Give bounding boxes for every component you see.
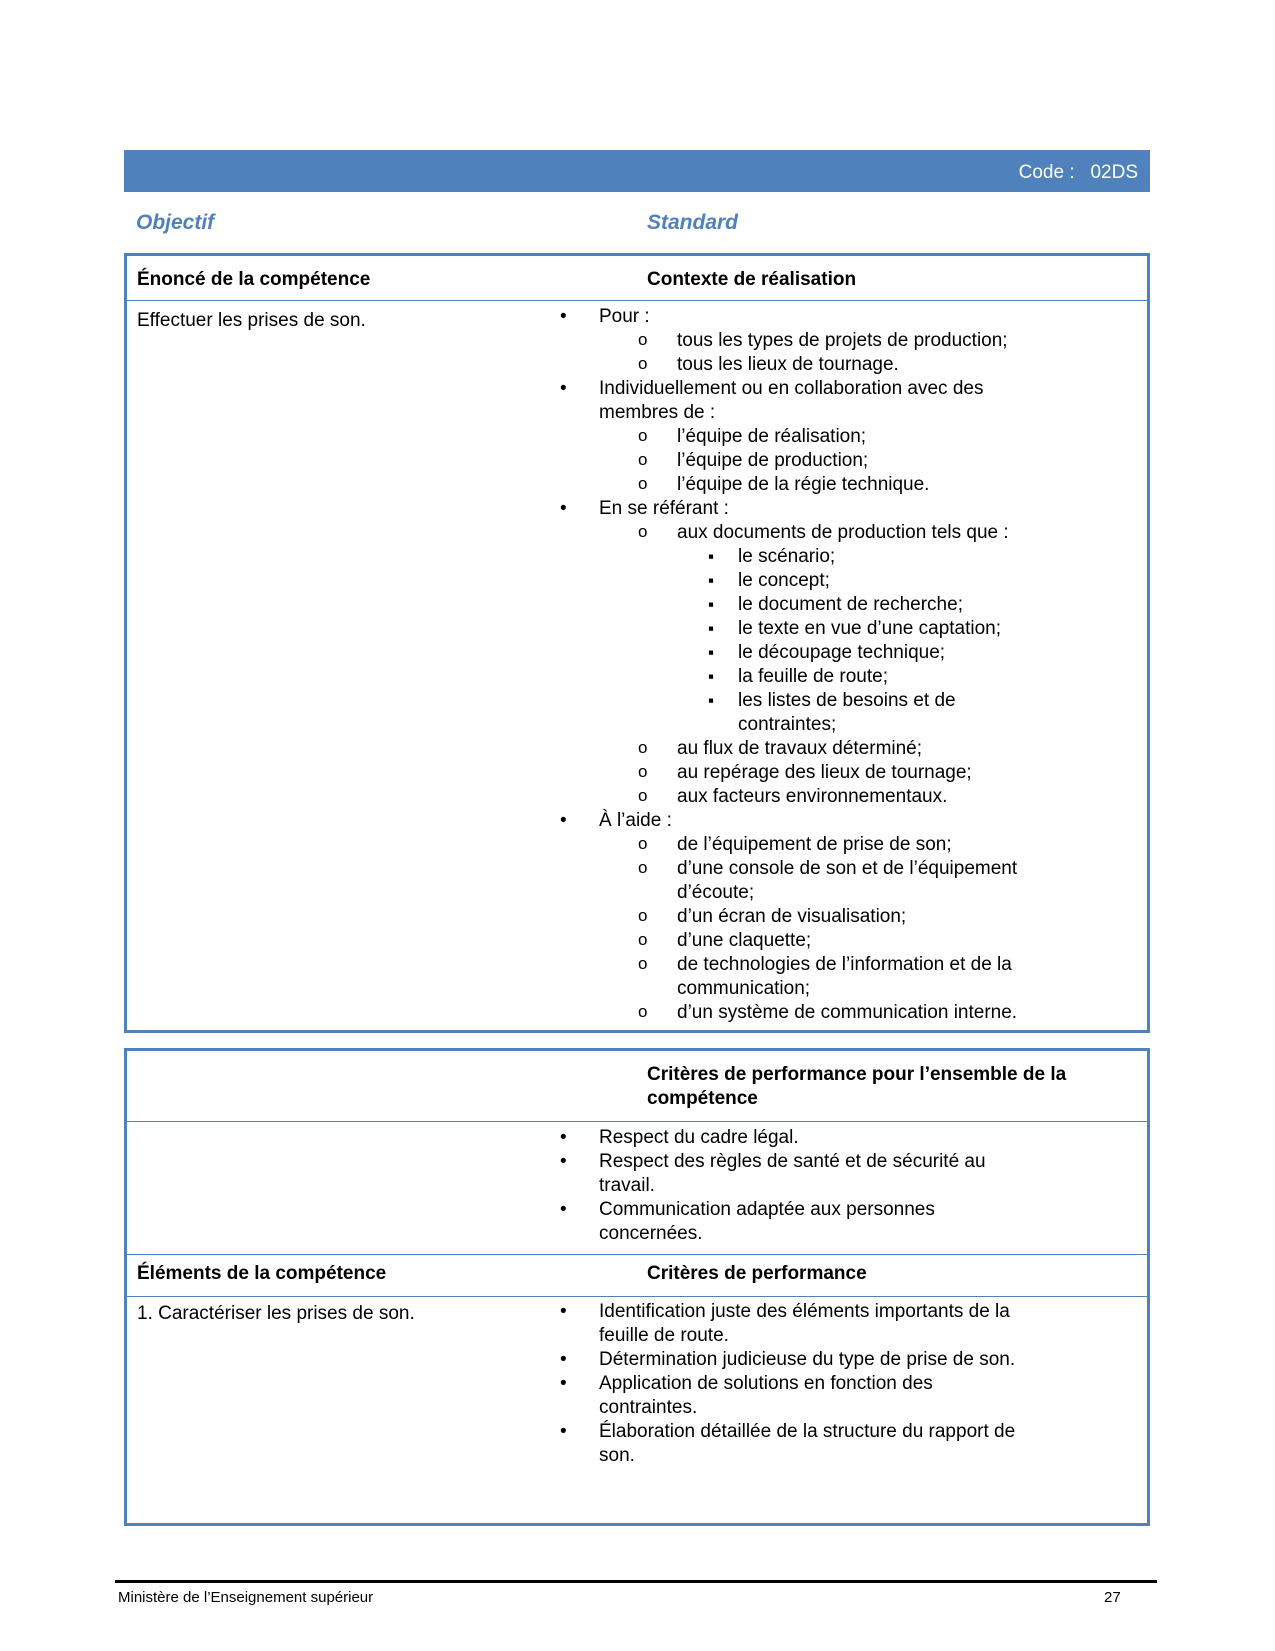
list-item: o d’un système de communication interne. [638,1001,1020,1025]
list-item: o aux facteurs environnementaux. [638,785,1020,809]
list-item: o de l’équipement de prise de son; [638,833,1020,857]
list-item: • Respect du cadre légal. [560,1126,1020,1150]
objectif-heading: Objectif [136,211,215,234]
list-item: o d’un écran de visualisation; [638,905,1020,929]
global-criteria-divider [127,1254,1147,1255]
list-item: ▪ la feuille de route; [708,665,1020,689]
header-divider [127,300,1147,301]
list-item: • Détermination judicieuse du type de prise de son. [560,1348,1020,1372]
list-item: o de technologies de l’information et de la communication; [638,953,1020,1001]
list-item: o au flux de travaux déterminé; [638,737,1020,761]
list-item: ▪ le découpage technique; [708,641,1020,665]
list-item: • Identification juste des éléments importants de la feuille de route. [560,1300,1020,1348]
list-item: ▪ les listes de besoins et de contraintes; [708,689,1020,737]
header-band [124,150,1150,192]
list-item: o au repérage des lieux de tournage; [638,761,1020,785]
list-item: o l’équipe de la régie technique. [638,473,1020,497]
standard-heading: Standard [647,211,739,234]
list-item: • Application de solutions en fonction des contraintes. [560,1372,1020,1420]
elements-header-divider [127,1296,1147,1297]
criteria-column-header: Critères de performance [647,1263,867,1284]
context-referant: • En se référant : o aux documents de production tels que : ▪ le scénario; ▪ le concept; ▪ le document de recherche; ▪ le texte en vue d’une captation; ▪ le découpage technique; ▪ la feuille de route; ▪ les listes de besoins et de contraintes; o au flux de travaux déterminé; o au repérage des lieux de tournage; o aux facteurs environnementaux. [560,497,1020,809]
context-list [560,305,1020,1025]
list-item: ▪ le concept; [708,569,1020,593]
element-1-criteria-list [560,1300,1020,1468]
footer-ministry: Ministère de l’Enseignement supérieur [118,1589,374,1606]
list-item: • Respect des règles de santé et de sécurité au travail. [560,1150,1020,1198]
competency-statement: Effectuer les prises de son. [137,310,366,331]
list-item: o l’équipe de réalisation; [638,425,1020,449]
list-item: • Communication adaptée aux personnes concernées. [560,1198,1020,1246]
competency-element-1: 1. Caractériser les prises de son. [137,1303,415,1324]
list-item: o tous les lieux de tournage. [638,353,1020,377]
context-column-header: Contexte de réalisation [647,269,857,290]
page-number: 27 [1104,1589,1121,1606]
list-item: o aux documents de production tels que : ▪ le scénario; ▪ le concept; ▪ le document de recherche; ▪ le texte en vue d’une captation; ▪ le découpage technique; ▪ la feuille de route; ▪ les listes de besoins et de contraintes; [638,521,1020,737]
context-aide: • À l’aide : o de l’équipement de prise de son; o d’une console de son et de l’équipement d’écoute; o d’un écran de visualisation; o d’une claquette; o de technologies de l’information et de la communication; o d’un système de communication interne. [560,809,1020,1025]
list-item: o tous les types de projets de production; [638,329,1020,353]
list-item: • Élaboration détaillée de la structure du rapport de son. [560,1420,1020,1468]
global-criteria-list [560,1126,1020,1246]
global-criteria-header: Critères de performance pour l’ensemble de la compétence [647,1064,1067,1109]
list-item: o d’une console de son et de l’équipement d’écoute; [638,857,1020,905]
competency-code: Code : 02DS [1018,162,1138,183]
list-item: ▪ le texte en vue d’une captation; [708,617,1020,641]
footer-divider [115,1580,1157,1583]
list-item: o d’une claquette; [638,929,1020,953]
global-header-divider [127,1121,1147,1122]
context-pour: • Pour : o tous les types de projets de production; o tous les lieux de tournage. [560,305,1020,377]
statement-column-header: Énoncé de la compétence [137,269,371,290]
list-item: ▪ le document de recherche; [708,593,1020,617]
elements-column-header: Éléments de la compétence [137,1263,387,1284]
context-individuellement: • Individuellement ou en collaboration avec des membres de : o l’équipe de réalisation; o l’équipe de production; o l’équipe de la régie technique. [560,377,1020,497]
list-item: o l’équipe de production; [638,449,1020,473]
list-item: ▪ le scénario; [708,545,1020,569]
